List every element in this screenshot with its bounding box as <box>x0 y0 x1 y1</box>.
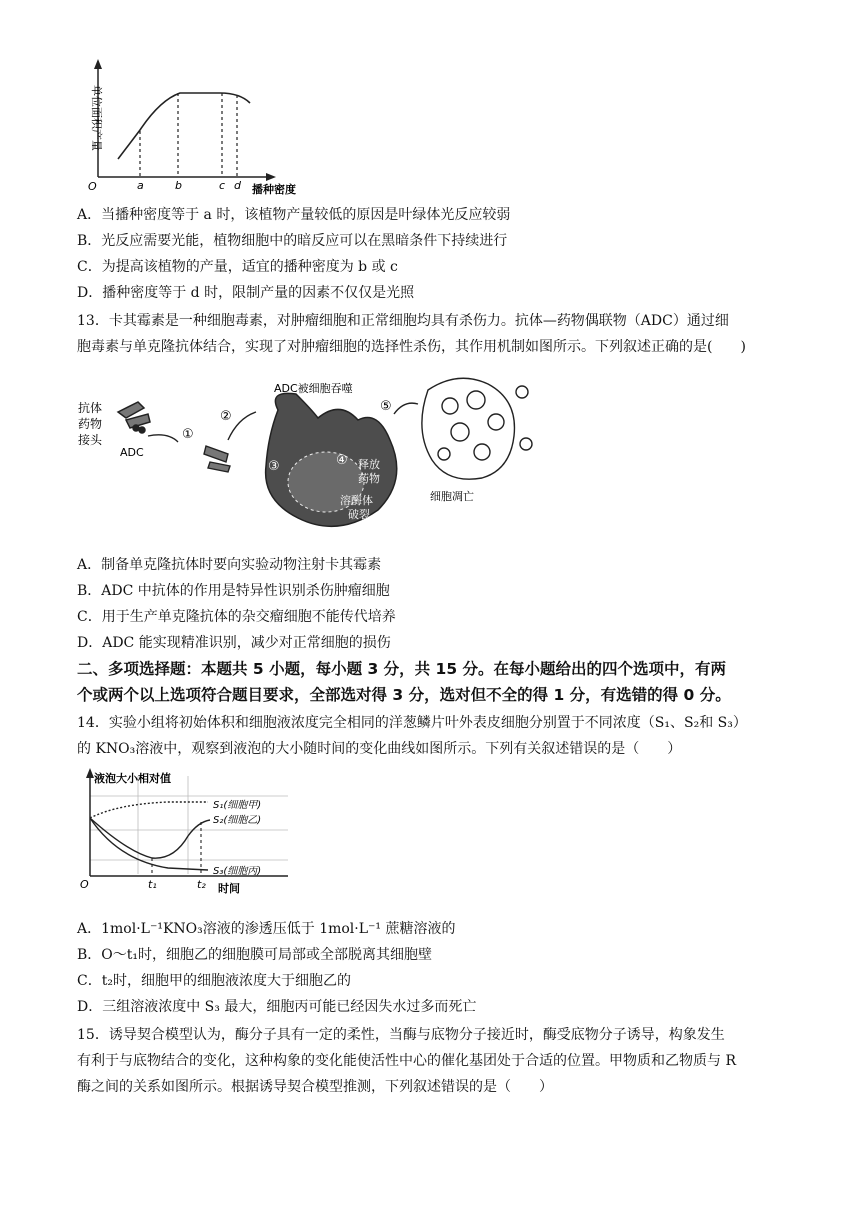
q12-option-d: D．播种密度等于 d 时，限制产量的因素不仅仅是光照 <box>77 285 415 301</box>
q14-origin: O <box>80 878 89 891</box>
section2-heading-line1: 二、多项选择题：本题共 5 小题，每小题 3 分，共 15 分。在每小题给出的四个选项中，有两 <box>77 660 727 678</box>
q13-label-release2: 药物 <box>358 472 380 485</box>
q13-step-1: ① <box>182 427 194 442</box>
q13-step-5: ⑤ <box>380 399 392 414</box>
q13-label-drug: 药物 <box>78 417 103 431</box>
q15-stem-line1: 15．诱导契合模型认为，酶分子具有一定的柔性，当酶与底物分子接近时，酶受底物分子诱导，构象发生 <box>77 1027 725 1043</box>
q14-curve-s1 <box>90 802 208 818</box>
q13-step-2: ② <box>220 409 232 424</box>
q12-xlabel: 播种密度 <box>252 183 296 196</box>
q15-stem-line2: 有利于与底物结合的变化，这种构象的变化能使活性中心的催化基团处于合适的位置。甲物质和乙物质与 R <box>77 1053 736 1069</box>
q13-option-c: C．用于生产单克隆抗体的杂交瘤细胞不能传代培养 <box>77 609 396 625</box>
q12-dashed-lines <box>140 93 237 177</box>
q14-stem-line2: 的 KNO₃溶液中，观察到液泡的大小随时间的变化曲线如图所示。下列有关叙述错误的是（ ） <box>77 741 682 757</box>
q13-label-lyso2: 破裂 <box>348 508 370 521</box>
q12-tick-d: d <box>234 179 241 192</box>
q12-option-b: B．光反应需要光能，植物细胞中的暗反应可以在黑暗条件下持续进行 <box>77 233 508 249</box>
q13-label-engulf: ADC被细胞吞噬 <box>274 382 353 395</box>
q12-yield-density-figure <box>70 55 320 200</box>
section2-heading-line2: 个或两个以上选项符合题目要求，全部选对得 3 分，选对但不全的得 1 分，有选错的得 0 分。 <box>77 686 731 704</box>
q13-label-release1: 释放 <box>358 458 380 471</box>
q14-xlabel: 时间 <box>218 882 240 895</box>
q13-label-antibody: 抗体 <box>78 401 103 415</box>
q13-adc-molecule <box>118 402 150 433</box>
q13-stem-line2: 胞毒素与单克隆抗体结合，实现了对肿瘤细胞的选择性杀伤，其作用机制如图所示。下列叙述正确的是( ) <box>77 339 746 355</box>
q14-option-c: C．t₂时，细胞甲的细胞液浓度大于细胞乙的 <box>77 973 351 989</box>
q14-label-s3: S₃(细胞丙) <box>213 866 262 877</box>
q13-arrow-5 <box>394 403 418 414</box>
q12-tick-c: c <box>219 179 226 192</box>
q13-label-lyso1: 溶酶体 <box>340 494 373 507</box>
q14-label-s2: S₂(细胞乙) <box>213 815 262 826</box>
q13-arrow-2 <box>228 412 256 440</box>
q14-ylabel: 液泡大小相对值 <box>94 772 171 785</box>
q12-option-c: C．为提高该植物的产量，适宜的播种密度为 b 或 c <box>77 259 398 275</box>
q13-option-d: D．ADC 能实现精准识别，减少对正常细胞的损伤 <box>77 635 391 651</box>
q13-option-a: A．制备单克隆抗体时要向实验动物注射卡其霉素 <box>77 557 382 573</box>
q12-axes <box>94 59 276 181</box>
q12-origin: O <box>88 180 97 193</box>
q14-tick-t1: t₁ <box>148 878 157 891</box>
q13-label-linker: 接头 <box>78 433 103 447</box>
q13-option-b: B．ADC 中抗体的作用是特异性识别杀伤肿瘤细胞 <box>77 583 390 599</box>
q14-curve-s3 <box>90 818 208 870</box>
q13-step-4: ④ <box>336 453 348 468</box>
q12-tick-a: a <box>137 179 144 192</box>
q14-stem-line1: 14．实验小组将初始体积和细胞液浓度完全相同的洋葱鳞片叶外表皮细胞分别置于不同浓度（S₁、S₂和 S₃） <box>77 715 747 731</box>
q13-label-death: 细胞凋亡 <box>430 490 474 503</box>
q12-option-a: A．当播种密度等于 a 时，该植物产量较低的原因是叶绿体光反应较弱 <box>77 207 511 223</box>
q12-ylabel: 单位面积产量 <box>90 85 103 151</box>
q13-arrow-1 <box>148 435 178 442</box>
q14-vacuole-curve-figure <box>78 768 308 898</box>
q14-curve-s2 <box>90 818 210 858</box>
q13-adc-mechanism-figure <box>78 370 538 540</box>
q15-stem-line3: 酶之间的关系如图所示。根据诱导契合模型推测，下列叙述错误的是（ ） <box>77 1079 553 1095</box>
q12-tick-b: b <box>175 179 182 192</box>
q12-yield-curve <box>118 93 250 159</box>
q13-stem-line1: 13．卡其霉素是一种细胞毒素，对肿瘤细胞和正常细胞均具有杀伤力。抗体—药物偶联物（ADC）通过细 <box>77 313 729 329</box>
q14-option-b: B．O～t₁时，细胞乙的细胞膜可局部或全部脱离其细胞壁 <box>77 947 433 963</box>
q13-label-adc: ADC <box>120 446 144 459</box>
q14-option-d: D．三组溶液浓度中 S₃ 最大，细胞丙可能已经因失水过多而死亡 <box>77 999 477 1015</box>
q13-step-3: ③ <box>268 459 280 474</box>
q14-label-s1: S₁(细胞甲) <box>213 800 262 811</box>
q14-tick-t2: t₂ <box>197 878 206 891</box>
q14-option-a: A．1mol·L⁻¹KNO₃溶液的渗透压低于 1mol·L⁻¹ 蔗糖溶液的 <box>77 921 456 937</box>
q13-apoptotic-cell <box>422 378 532 479</box>
q13-adc-bound <box>204 446 230 472</box>
